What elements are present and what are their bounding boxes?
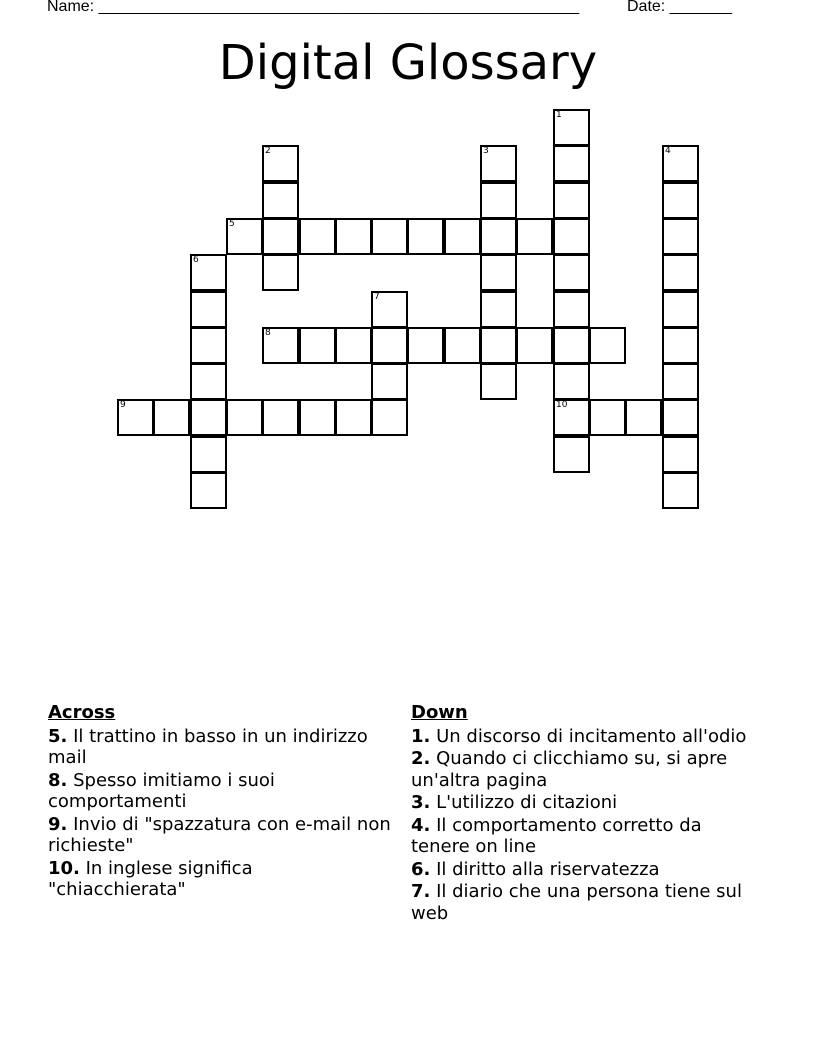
- crossword-cell[interactable]: [190, 327, 227, 364]
- down-clue: [411, 792, 756, 814]
- crossword-cell[interactable]: [335, 399, 372, 436]
- clue-text: In inglese significa "chiacchierata": [48, 857, 253, 900]
- clue-number: 10.: [48, 857, 80, 879]
- clue-number: 4.: [411, 814, 431, 836]
- date-field[interactable]: Date: _______: [627, 0, 732, 15]
- clue-text: Il diario che una persona tiene sul web: [411, 881, 742, 924]
- crossword-cell[interactable]: [190, 436, 227, 473]
- crossword-cell[interactable]: [444, 327, 481, 364]
- clue-text: Il trattino in basso in un indirizzo mail: [48, 725, 368, 768]
- crossword-cell[interactable]: [516, 327, 553, 364]
- crossword-cell[interactable]: [480, 218, 517, 255]
- crossword-cell[interactable]: [371, 291, 408, 328]
- crossword-cell[interactable]: [480, 182, 517, 219]
- crossword-cell[interactable]: [480, 145, 517, 182]
- crossword-cell[interactable]: [662, 145, 699, 182]
- crossword-cell[interactable]: [262, 182, 299, 219]
- crossword-cell[interactable]: [190, 363, 227, 400]
- crossword-cell[interactable]: [662, 291, 699, 328]
- crossword-cell[interactable]: [117, 399, 154, 436]
- crossword-cell[interactable]: [662, 436, 699, 473]
- crossword-cell[interactable]: [262, 254, 299, 291]
- crossword-cell[interactable]: [480, 291, 517, 328]
- crossword-cell[interactable]: [589, 327, 626, 364]
- crossword-cell[interactable]: [553, 218, 590, 255]
- clue-number: 3.: [411, 792, 431, 813]
- crossword-cell[interactable]: [371, 327, 408, 364]
- crossword-cell[interactable]: [371, 218, 408, 255]
- across-clue: [48, 858, 393, 901]
- clue-text: Spesso imitiamo i suoi comportamenti: [48, 769, 275, 812]
- crossword-cell[interactable]: [190, 399, 227, 436]
- crossword-cell[interactable]: [407, 327, 444, 364]
- across-heading: Across: [48, 702, 116, 723]
- name-field[interactable]: Name: ______________________________________________________: [47, 0, 580, 15]
- crossword-cell[interactable]: [553, 182, 590, 219]
- crossword-cell[interactable]: [153, 399, 190, 436]
- clue-number: 7: [374, 292, 380, 302]
- clue-number: 8: [265, 328, 271, 338]
- crossword-cell[interactable]: [262, 399, 299, 436]
- crossword-cell[interactable]: [662, 472, 699, 509]
- crossword-cell[interactable]: [662, 218, 699, 255]
- crossword-cell[interactable]: [299, 218, 336, 255]
- clue-number: 5.: [48, 725, 68, 747]
- crossword-cell[interactable]: [407, 218, 444, 255]
- crossword-cell[interactable]: [553, 145, 590, 182]
- crossword-cell[interactable]: [553, 399, 590, 436]
- down-heading: Down: [411, 702, 468, 723]
- crossword-cell[interactable]: [662, 327, 699, 364]
- clue-number: 9.: [48, 813, 68, 835]
- clue-number: 10: [556, 400, 568, 410]
- clue-number: 6: [193, 255, 199, 265]
- crossword-cell[interactable]: [662, 399, 699, 436]
- crossword-cell[interactable]: [444, 218, 481, 255]
- crossword-cell[interactable]: [516, 218, 553, 255]
- crossword-cell[interactable]: [625, 399, 662, 436]
- down-clue: [411, 859, 756, 881]
- across-clue: [48, 770, 393, 813]
- down-clue: [411, 815, 756, 858]
- crossword-cell[interactable]: [371, 399, 408, 436]
- page-title: Digital Glossary: [218, 35, 598, 91]
- crossword-cell[interactable]: [262, 145, 299, 182]
- crossword-cell[interactable]: [371, 363, 408, 400]
- clue-text: Un discorso di incitamento all'odio: [430, 725, 747, 747]
- crossword-cell[interactable]: [335, 218, 372, 255]
- crossword-cell[interactable]: [553, 363, 590, 400]
- down-clue: [411, 726, 756, 748]
- crossword-cell[interactable]: [662, 254, 699, 291]
- crossword-cell[interactable]: [662, 363, 699, 400]
- crossword-cell[interactable]: [553, 436, 590, 473]
- crossword-cell[interactable]: [190, 472, 227, 509]
- clue-text: Quando ci clicchiamo su, si apre un'altra pagina: [411, 748, 728, 791]
- crossword-cell[interactable]: [589, 399, 626, 436]
- crossword-cell[interactable]: [553, 254, 590, 291]
- clue-text: Invio di "spazzatura con e-mail non richieste": [48, 813, 391, 856]
- clue-number: 2: [265, 146, 271, 156]
- clue-text: Il comportamento corretto da tenere on line: [411, 814, 702, 857]
- clue-text: L'utilizzo di citazioni: [430, 792, 618, 813]
- crossword-cell[interactable]: [226, 399, 263, 436]
- clue-number: 7.: [411, 881, 431, 902]
- crossword-cell[interactable]: [553, 291, 590, 328]
- crossword-cell[interactable]: [480, 363, 517, 400]
- down-clue: [411, 881, 756, 924]
- crossword-cell[interactable]: [335, 327, 372, 364]
- clue-number: 1.: [411, 725, 431, 747]
- clue-number: 3: [483, 146, 489, 156]
- across-clue: [48, 814, 393, 857]
- crossword-cell[interactable]: [299, 399, 336, 436]
- across-clues: [48, 702, 393, 902]
- crossword-cell[interactable]: [662, 182, 699, 219]
- down-clues: [411, 702, 756, 925]
- down-clue: [411, 748, 756, 791]
- clue-number: 4: [665, 146, 671, 156]
- crossword-cell[interactable]: [480, 327, 517, 364]
- crossword-cell[interactable]: [553, 327, 590, 364]
- clue-number: 5: [229, 219, 235, 229]
- clue-number: 2.: [411, 748, 431, 769]
- crossword-cell[interactable]: [262, 218, 299, 255]
- across-clue: [48, 726, 393, 769]
- clue-number: 9: [120, 400, 126, 410]
- clue-number: 8.: [48, 769, 68, 791]
- crossword-cell[interactable]: [262, 327, 299, 364]
- crossword-cell[interactable]: [299, 327, 336, 364]
- crossword-cell[interactable]: [480, 254, 517, 291]
- crossword-cell[interactable]: [190, 291, 227, 328]
- crossword-cell[interactable]: [190, 254, 227, 291]
- clue-number: 6.: [411, 858, 431, 880]
- clue-number: 1: [556, 110, 562, 120]
- clue-text: Il diritto alla riservatezza: [430, 858, 660, 880]
- crossword-cell[interactable]: [553, 109, 590, 146]
- crossword-cell[interactable]: [226, 218, 263, 255]
